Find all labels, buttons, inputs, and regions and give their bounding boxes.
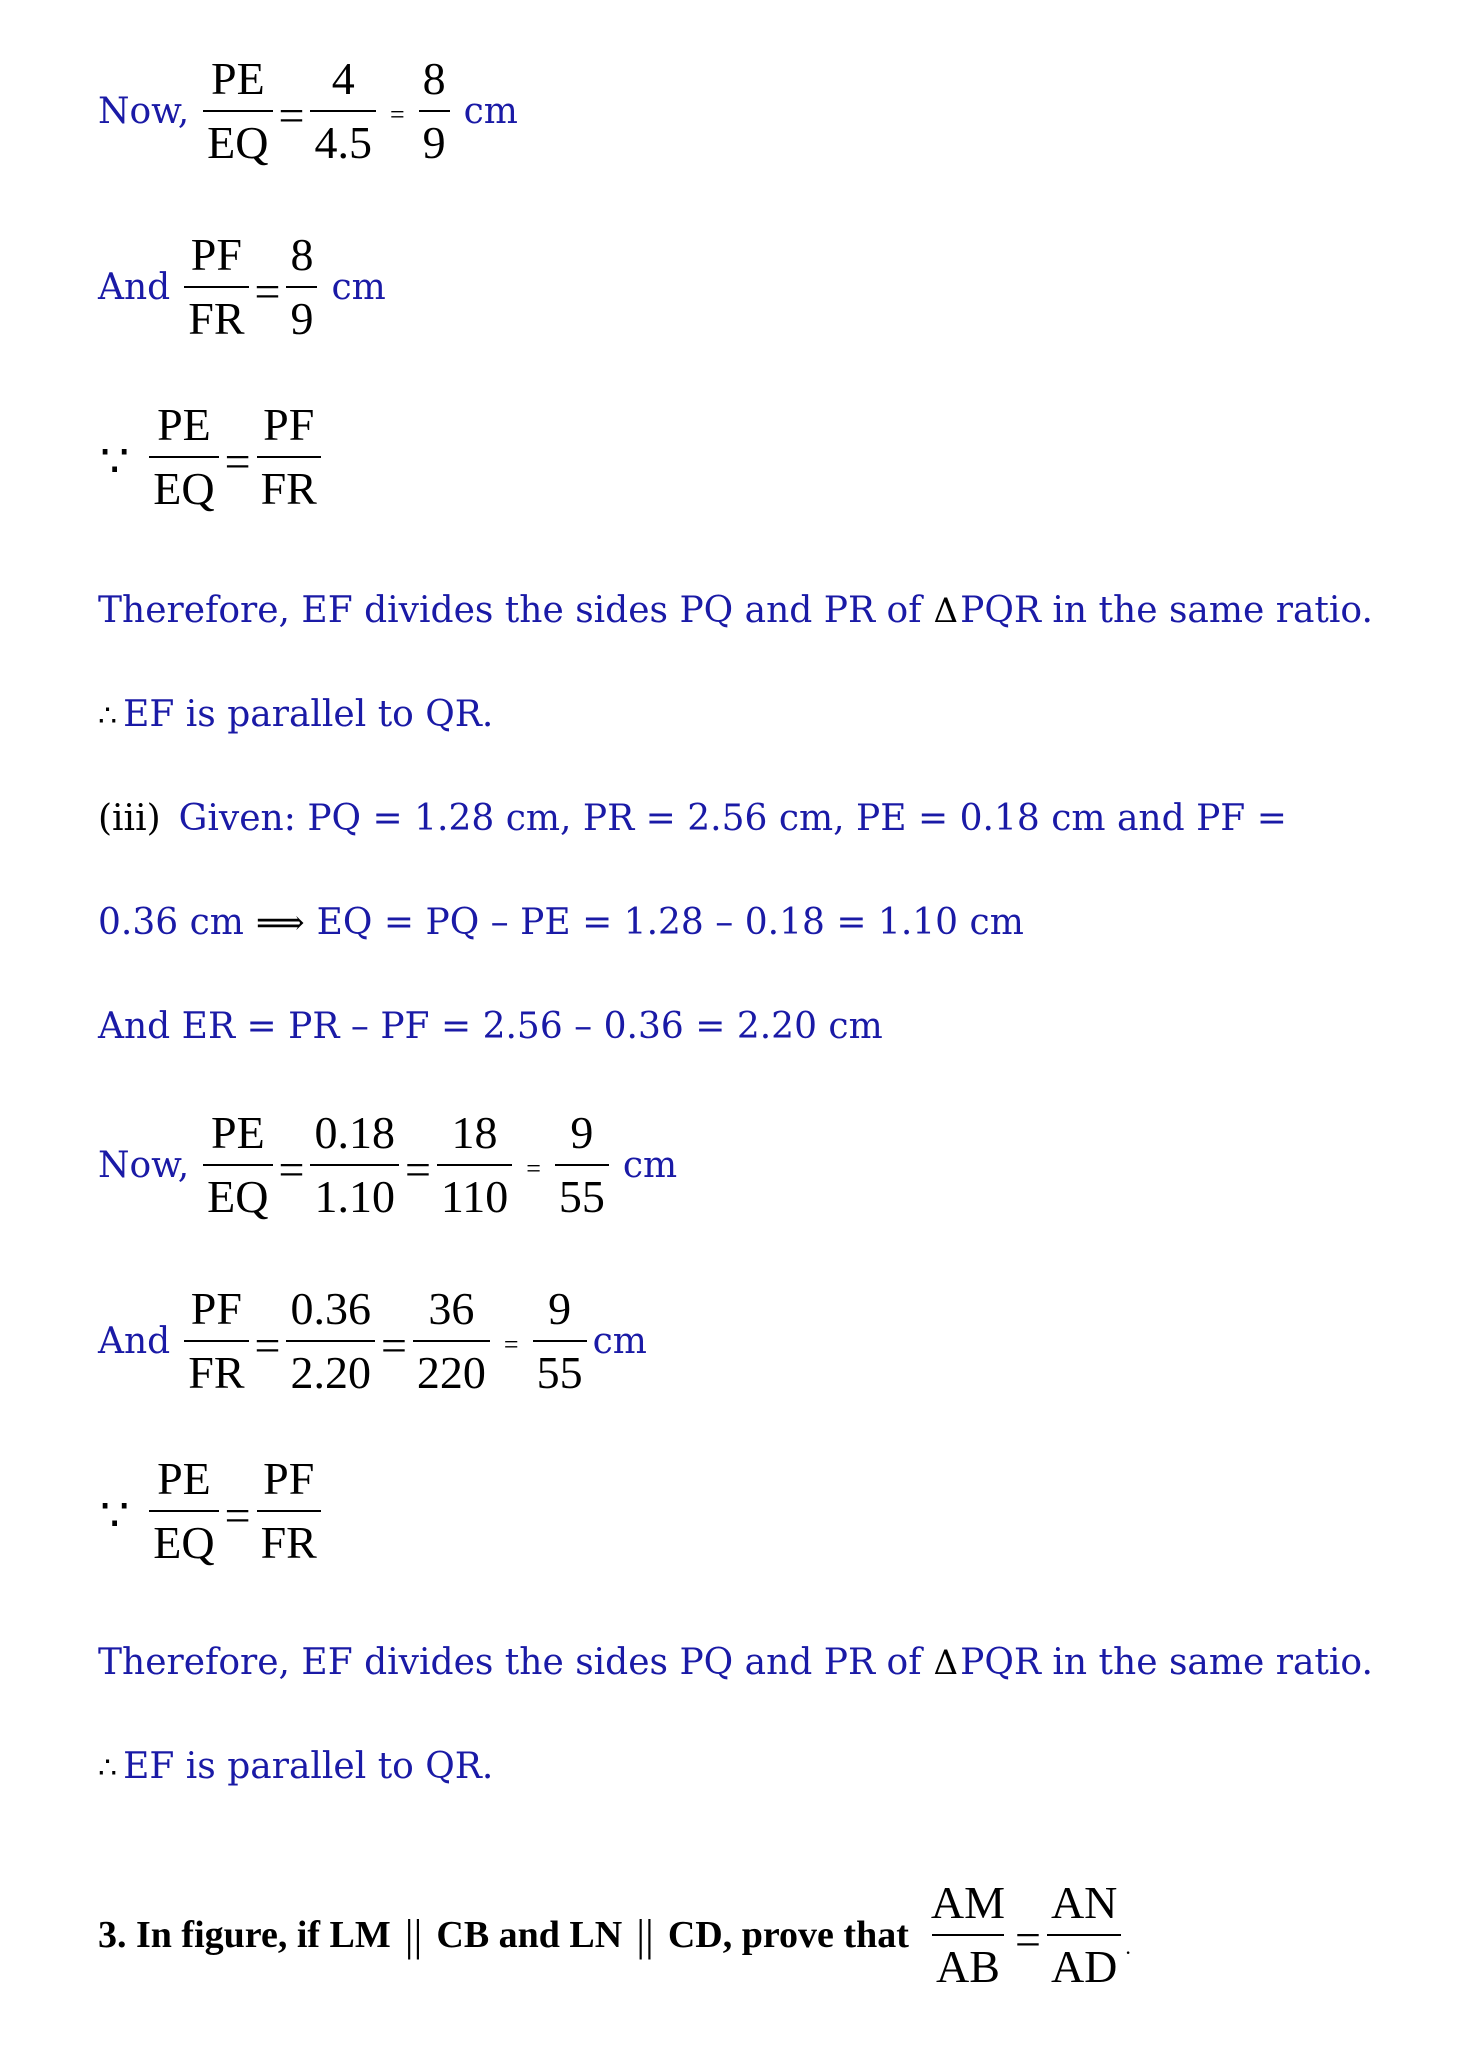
unit-cm: cm (592, 1320, 647, 1362)
fraction-0.18-1.10: $\frac{0.18}{1.10}$ (310, 1110, 399, 1220)
period: . (1125, 1934, 1131, 1959)
fraction-4-4.5: $\frac{4}{4.5}$ (310, 56, 376, 166)
fraction-9-55: $\frac{9}{55}$ (533, 1286, 587, 1396)
fraction-8-9: $\frac{8}{9}$ (286, 232, 317, 342)
equals-sign: = (224, 435, 251, 487)
and-label: And (98, 266, 171, 308)
conclusion-1: ∴ EF is parallel to QR. (98, 694, 494, 735)
fraction-8-9: $\frac{8}{9}$ (419, 56, 450, 166)
fraction-pe-eq: $\frac{PE}{EQ}$ (203, 56, 272, 166)
now-label: Now, (98, 1144, 190, 1186)
equation-because-1 (100, 399, 321, 514)
equals-sign: = (278, 89, 305, 141)
part-iii-line3: And ER = PR – PF = 2.56 – 0.36 = 2.20 cm (98, 1006, 883, 1047)
parallel-symbol: || (404, 1910, 423, 1960)
fraction-pf-fr: $\frac{PF}{FR}$ (184, 232, 248, 342)
unit-cm: cm (463, 90, 518, 132)
part-iii-given: (iii) Given: PQ = 1.28 cm, PR = 2.56 cm, PE = 0.18 cm and PF = (98, 798, 1287, 839)
equals-sign: = (254, 1319, 281, 1371)
fraction-9-55: $\frac{9}{55}$ (555, 1110, 609, 1220)
therefore-symbol: ∴ (98, 1751, 118, 1786)
fraction-18-110: $\frac{18}{110}$ (437, 1110, 512, 1220)
equals-sign: = (254, 265, 281, 317)
fraction-pe-eq: $\frac{PE}{EQ}$ (203, 1110, 272, 1220)
unit-cm: cm (331, 266, 386, 308)
equals-sign: = (1014, 1913, 1041, 1965)
fraction-am-ab: $\frac{AM}{AB}$ (930, 1877, 1005, 1992)
fraction-pe-eq: $\frac{PE}{EQ}$ (149, 402, 218, 512)
equals-sign: = (278, 1143, 305, 1195)
equation-because-2 (100, 1453, 321, 1568)
equals-sign: = (224, 1489, 251, 1541)
fraction-an-ad: $\frac{AN}{AD}$ (1047, 1880, 1121, 1990)
equals-sign: = (380, 1319, 407, 1371)
therefore-statement-2: Therefore, EF divides the sides PQ and PR of ΔPQR in the same ratio. (98, 1642, 1373, 1683)
therefore-statement-1: Therefore, EF divides the sides PQ and PR of ΔPQR in the same ratio. (98, 590, 1373, 631)
fraction-pf-fr: $\frac{PF}{FR}$ (184, 1286, 248, 1396)
triangle-icon: Δ (933, 1643, 959, 1683)
question-3: 3. In figure, if LM || CB and LN || CD, prove that $\frac{AM}{AB}$ = $\frac{AN}{AD}$ . (98, 1877, 1131, 1992)
fraction-pf-fr: $\frac{PF}{FR}$ (257, 402, 321, 512)
equation-and-2 (98, 1283, 647, 1398)
therefore-symbol: ∴ (98, 699, 118, 734)
fraction-pe-eq: $\frac{PE}{EQ}$ (149, 1456, 218, 1566)
equals-sign: = (503, 1330, 519, 1359)
and-label: And (98, 1320, 171, 1362)
equation-now-1 (98, 53, 518, 168)
now-label: Now, (98, 90, 190, 132)
part-label: (iii) (98, 798, 161, 839)
parallel-symbol: || (636, 1910, 654, 1960)
unit-cm: cm (622, 1144, 678, 1186)
because-symbol: ∵ (100, 1490, 130, 1541)
part-iii-line2: 0.36 cm ⟹ EQ = PQ – PE = 1.28 – 0.18 = 1.10 cm (98, 902, 1024, 943)
equals-sign: = (404, 1143, 431, 1195)
fraction-pf-fr: $\frac{PF}{FR}$ (257, 1456, 321, 1566)
fraction-0.36-2.20: $\frac{0.36}{2.20}$ (286, 1286, 375, 1396)
equals-sign: = (526, 1154, 541, 1183)
equation-now-2 (98, 1107, 678, 1222)
equation-and-1 (98, 229, 386, 344)
triangle-icon: Δ (933, 591, 959, 631)
conclusion-2: ∴ EF is parallel to QR. (98, 1746, 494, 1787)
implies-arrow-icon: ⟹ (255, 903, 305, 943)
equals-sign: = (389, 100, 405, 129)
because-symbol: ∵ (100, 436, 130, 487)
fraction-36-220: $\frac{36}{220}$ (413, 1286, 490, 1396)
